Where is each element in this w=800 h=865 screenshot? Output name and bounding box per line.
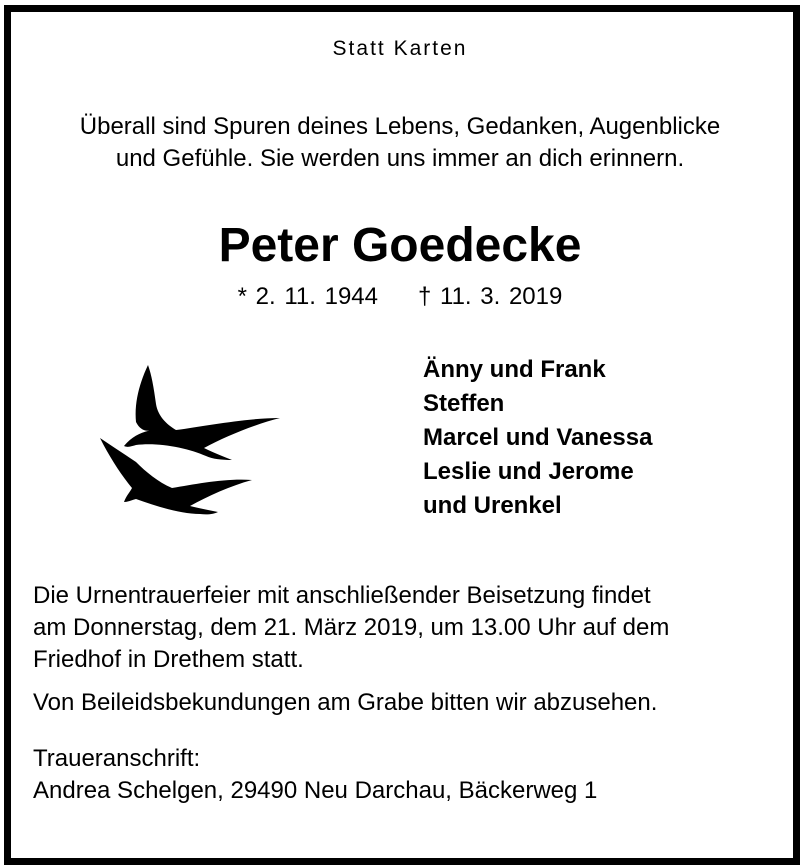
mourning-address: [33, 743, 597, 807]
mourner-name: Leslie und Jerome: [423, 458, 634, 485]
death-date: † 11. 3. 2019: [418, 283, 563, 310]
mourner-name: und Urenkel: [423, 492, 562, 519]
lower-bird-icon: [100, 438, 252, 514]
ceremony-line: am Donnerstag, dem 21. März 2019, um 13.00 Uhr auf dem: [33, 614, 670, 641]
upper-bird-icon: [124, 365, 280, 460]
ceremony-line: Friedhof in Drethem statt.: [33, 646, 304, 673]
address-value: Andrea Schelgen, 29490 Neu Darchau, Bäckerweg 1: [33, 777, 598, 804]
birth-date: * 2. 11. 1944: [237, 283, 378, 310]
mourner-name: Steffen: [423, 390, 505, 417]
life-dates: [0, 282, 800, 312]
ceremony-line: Die Urnentrauerfeier mit anschließender Beisetzung findet: [33, 582, 651, 609]
quote-line: Überall sind Spuren deines Lebens, Gedanken, Augenblicke: [79, 113, 721, 140]
memorial-quote: [0, 111, 800, 175]
mourner-name: Marcel und Vanessa: [423, 424, 653, 451]
statt-karten-heading: Statt Karten: [332, 37, 468, 60]
quote-line: und Gefühle. Sie werden uns immer an dich erinnern.: [115, 145, 685, 172]
ceremony-info: [33, 580, 773, 719]
birds-icon: [96, 360, 286, 520]
condolence-note: Von Beileidsbekundungen am Grabe bitten wir abzusehen.: [33, 689, 658, 716]
mourners-list: [423, 353, 652, 523]
deceased-name: Peter Goedecke: [218, 219, 582, 272]
address-label: Traueranschrift:: [33, 745, 201, 772]
mourner-name: Änny und Frank: [423, 356, 606, 383]
